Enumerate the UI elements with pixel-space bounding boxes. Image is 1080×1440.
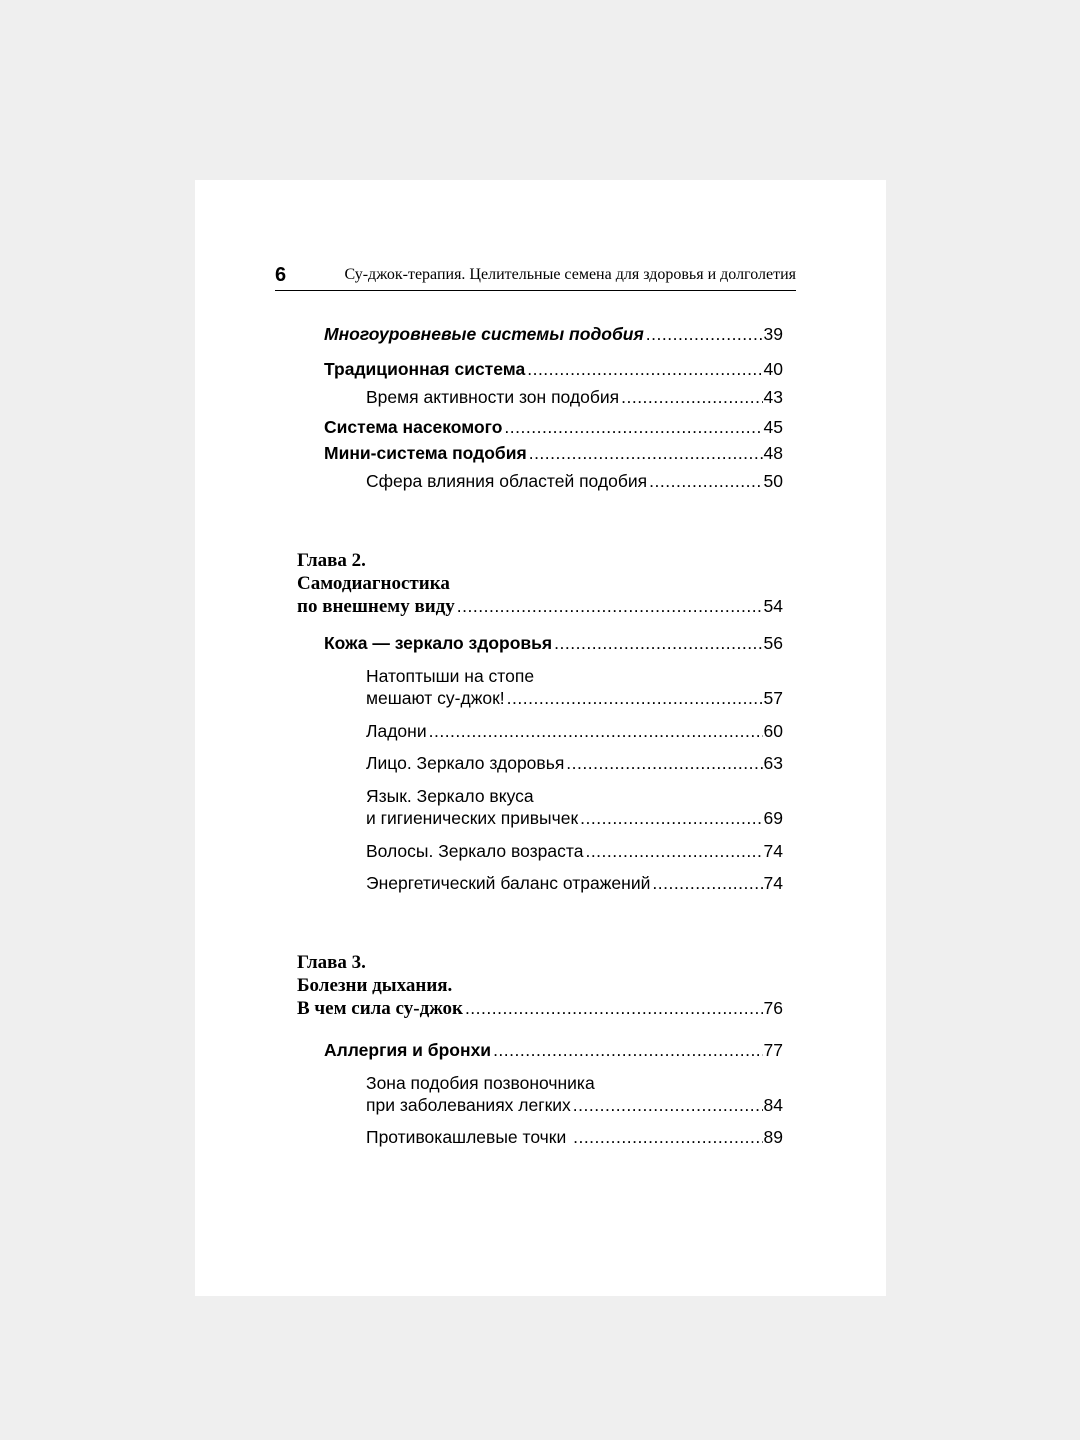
- toc-leader-dots: [580, 807, 762, 829]
- toc-leader-dots: [649, 470, 762, 492]
- toc-page-number: 77: [763, 1040, 783, 1060]
- toc-entry-label: Система насекомого: [324, 417, 503, 437]
- toc-leader-dots: [529, 442, 763, 464]
- toc-entry-mini-system[interactable]: [324, 442, 783, 464]
- toc-entry-tongue-line1: Язык. Зеркало вкуса: [366, 786, 534, 806]
- toc-entry-cough[interactable]: [366, 1126, 783, 1148]
- toc-entry-spine[interactable]: [366, 1094, 783, 1116]
- toc-page-number: 69: [763, 808, 783, 828]
- toc-leader-dots: [457, 595, 763, 617]
- toc-entry-activity-time[interactable]: [366, 386, 783, 408]
- toc-page-number: 89: [763, 1127, 783, 1147]
- toc-entry-hair[interactable]: [366, 840, 783, 862]
- toc-entry-skin[interactable]: [324, 632, 783, 654]
- toc-page-number: 74: [763, 841, 783, 861]
- toc-entry-label: Мини-система подобия: [324, 443, 527, 463]
- toc-leader-dots: [504, 416, 762, 438]
- toc-entry-label: В чем сила су-джок: [297, 998, 463, 1019]
- chapter-2-title: Самодиагностика: [297, 573, 450, 594]
- toc-entry-influence[interactable]: [366, 470, 783, 492]
- toc-page-number: 40: [763, 359, 783, 379]
- toc-entry-label: Противокашлевые точки: [366, 1127, 572, 1147]
- toc-leader-dots: [646, 323, 763, 345]
- toc-entry-label: Многоуровневые системы подобия: [324, 324, 644, 344]
- chapter-2-number: Глава 2.: [297, 550, 366, 571]
- toc-leader-dots: [573, 1126, 762, 1148]
- toc-leader-dots: [652, 872, 762, 894]
- toc-entry-label: Кожа — зеркало здоровья: [324, 633, 553, 653]
- toc-entry-label: Время активности зон подобия: [366, 387, 620, 407]
- toc-page-number: 54: [763, 596, 783, 616]
- toc-page-number: 60: [763, 721, 783, 741]
- page-number: 6: [275, 264, 287, 286]
- toc-entry-label: по внешнему виду: [297, 596, 455, 617]
- toc-leader-dots: [566, 752, 762, 774]
- toc-entry-calluses-line1: Натоптыши на стопе: [366, 666, 535, 686]
- toc-page-number: 76: [763, 998, 783, 1018]
- toc-entry-insect[interactable]: [324, 416, 783, 438]
- toc-page-number: 43: [763, 387, 783, 407]
- toc-page-number: 48: [763, 443, 783, 463]
- toc-page-number: 57: [763, 688, 783, 708]
- toc-entry-spine-line1: Зона подобия позвоночника: [366, 1073, 595, 1093]
- toc-entry-label: Аллергия и бронхи: [324, 1040, 492, 1060]
- toc-entry-chapter-3[interactable]: [297, 997, 783, 1020]
- toc-entry-tongue[interactable]: [366, 807, 783, 829]
- toc-entry-chapter-2[interactable]: [297, 595, 783, 618]
- toc-entry-label: Лицо. Зеркало здоровья: [366, 753, 565, 773]
- toc-leader-dots: [585, 840, 762, 862]
- book-title: Су-джок-терапия. Целительные семена для здоровья и долголетия: [344, 266, 796, 283]
- toc-page-number: 74: [763, 873, 783, 893]
- toc-entry-label: Ладони: [366, 721, 427, 741]
- toc-entry-face[interactable]: [366, 752, 783, 774]
- book-page: [195, 180, 886, 1296]
- toc-entry-traditional[interactable]: [324, 358, 783, 380]
- toc-page-number: 56: [763, 633, 783, 653]
- toc-leader-dots: [493, 1039, 762, 1061]
- toc-page-number: 45: [763, 417, 783, 437]
- toc-leader-dots: [465, 997, 763, 1019]
- toc-entry-palms[interactable]: [366, 720, 783, 742]
- toc-entry-label: и гигиенических привычек: [366, 808, 579, 828]
- toc-entry-label: при заболеваниях легких: [366, 1095, 571, 1115]
- toc-entry-energy[interactable]: [366, 872, 783, 894]
- toc-entry-label: Волосы. Зеркало возраста: [366, 841, 584, 861]
- chapter-3-number: Глава 3.: [297, 952, 366, 973]
- toc-entry-calluses[interactable]: [366, 687, 783, 709]
- toc-leader-dots: [527, 358, 762, 380]
- running-head: [275, 264, 796, 291]
- toc-entry-allergy[interactable]: [324, 1039, 783, 1061]
- chapter-3-title: Болезни дыхания.: [297, 975, 453, 996]
- toc-page-number: 50: [763, 471, 783, 491]
- toc-leader-dots: [554, 632, 762, 654]
- toc-leader-dots: [507, 687, 763, 709]
- toc-entry-label: Энергетический баланс отражений: [366, 873, 651, 893]
- toc-entry-multilevel[interactable]: [324, 323, 783, 345]
- toc-page-number: 84: [763, 1095, 783, 1115]
- toc-entry-label: мешают су-джок!: [366, 688, 505, 708]
- toc-page-number: 63: [763, 753, 783, 773]
- toc-page-number: 39: [763, 324, 783, 344]
- toc-leader-dots: [573, 1094, 763, 1116]
- toc-entry-label: Традиционная система: [324, 359, 526, 379]
- toc-leader-dots: [621, 386, 762, 408]
- toc-entry-label: Сфера влияния областей подобия: [366, 471, 648, 491]
- toc-leader-dots: [429, 720, 763, 742]
